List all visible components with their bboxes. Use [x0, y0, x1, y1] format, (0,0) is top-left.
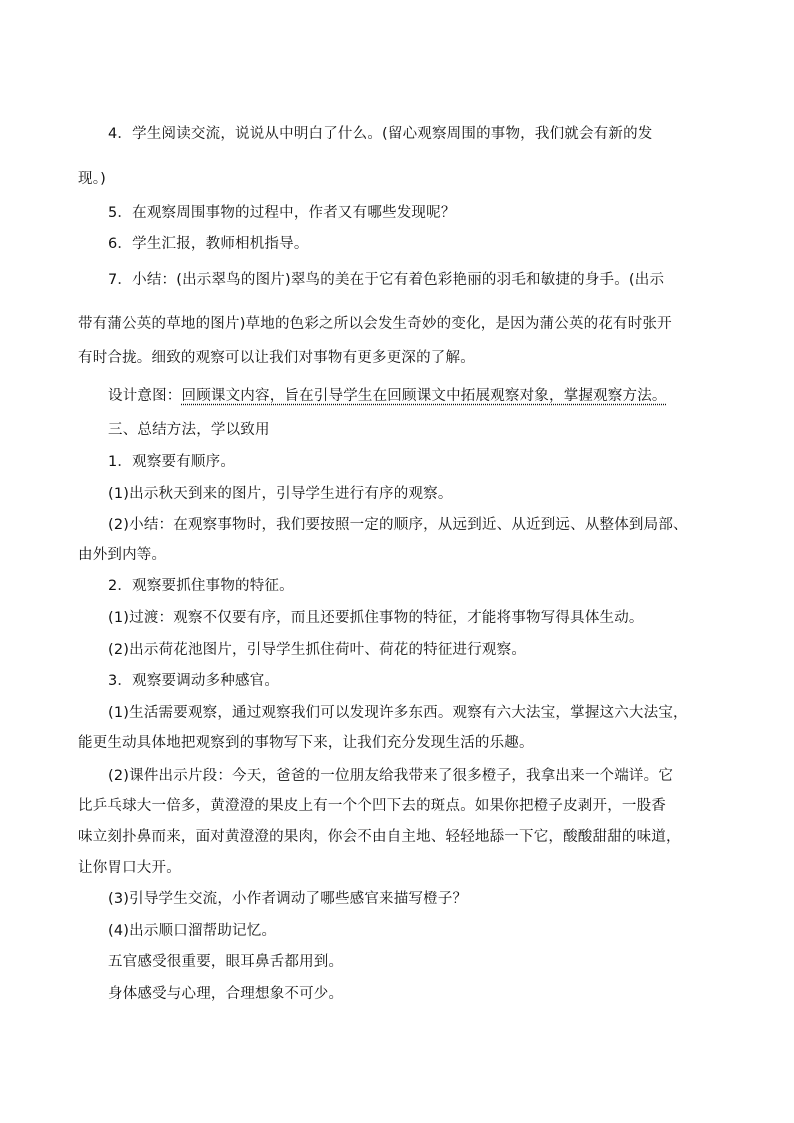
- text-line: 2．观察要抓住事物的特征。: [108, 578, 294, 594]
- text-line: 6．学生汇报，教师相机指导。: [108, 236, 309, 252]
- text-line: 由外到内等。: [78, 547, 167, 563]
- text-line: 比乒乓球大一倍多，黄澄澄的果皮上有一个个凹下去的斑点。如果你把橙子皮剥开，一股香: [78, 798, 666, 814]
- text-line: 带有蒲公英的草地的图片)草地的色彩之所以会发生奇妙的变化，是因为蒲公英的花有时张开: [78, 316, 672, 332]
- text-line: 能更生动具体地把观察到的事物写下来，让我们充分发现生活的乐趣。: [78, 735, 534, 751]
- text-line: (1)生活需要观察，通过观察我们可以发现许多东西。观察有六大法宝，掌握这六大法宝，: [108, 705, 688, 721]
- design-intent-text: 回顾课文内容，旨在引导学生在回顾课文中拓展观察对象，掌握观察方法。: [181, 388, 667, 404]
- text-line: 味立刻扑鼻而来，面对黄澄澄的果肉，你会不由自主地、轻轻地舔一下它，酸酸甜甜的味道，: [78, 829, 681, 845]
- text-line: 7．小结：(出示翠鸟的图片)翠鸟的美在于它有着色彩艳丽的羽毛和敏捷的身手。(出示: [108, 272, 665, 288]
- text-line: 4．学生阅读交流，说说从中明白了什么。(留心观察周围的事物，我们就会有新的发: [108, 126, 653, 142]
- text-line: 现。): [78, 171, 107, 187]
- text-line: 身体感受与心理，合理想象不可少。: [108, 986, 344, 1002]
- text-line: (1)过渡：观察不仅要有序，而且还要抓住事物的特征，才能将事物写得具体生动。: [108, 610, 644, 626]
- text-line: 有时合拢。细致的观察可以让我们对事物有更多更深的了解。: [78, 350, 475, 366]
- section-heading: 三、总结方法，学以致用: [108, 422, 270, 438]
- design-intent-line: [108, 386, 667, 406]
- text-line: (2)小结：在观察事物时，我们要按照一定的顺序，从远到近、从近到远、从整体到局部、: [108, 517, 688, 533]
- text-line: (4)出示顺口溜帮助记忆。: [108, 923, 277, 939]
- text-line: 1．观察要有顺序。: [108, 454, 236, 470]
- text-line: (1)出示秋天到来的图片，引导学生进行有序的观察。: [108, 486, 453, 502]
- text-line: (3)引导学生交流，小作者调动了哪些感官来描写橙子？: [108, 891, 468, 907]
- design-intent-label: 设计意图：: [108, 388, 182, 404]
- text-line: (2)课件出示片段：今天，爸爸的一位朋友给我带来了很多橙子，我拿出来一个端详。它: [108, 768, 674, 784]
- text-line: (2)出示荷花池图片，引导学生抓住荷叶、荷花的特征进行观察。: [108, 642, 527, 658]
- text-line: 3．观察要调动多种感官。: [108, 673, 280, 689]
- text-line: 五官感受很重要，眼耳鼻舌都用到。: [108, 954, 344, 970]
- text-line: 让你胃口大开。: [78, 860, 181, 876]
- text-line: 5．在观察周围事物的过程中，作者又有哪些发现呢？: [108, 205, 456, 221]
